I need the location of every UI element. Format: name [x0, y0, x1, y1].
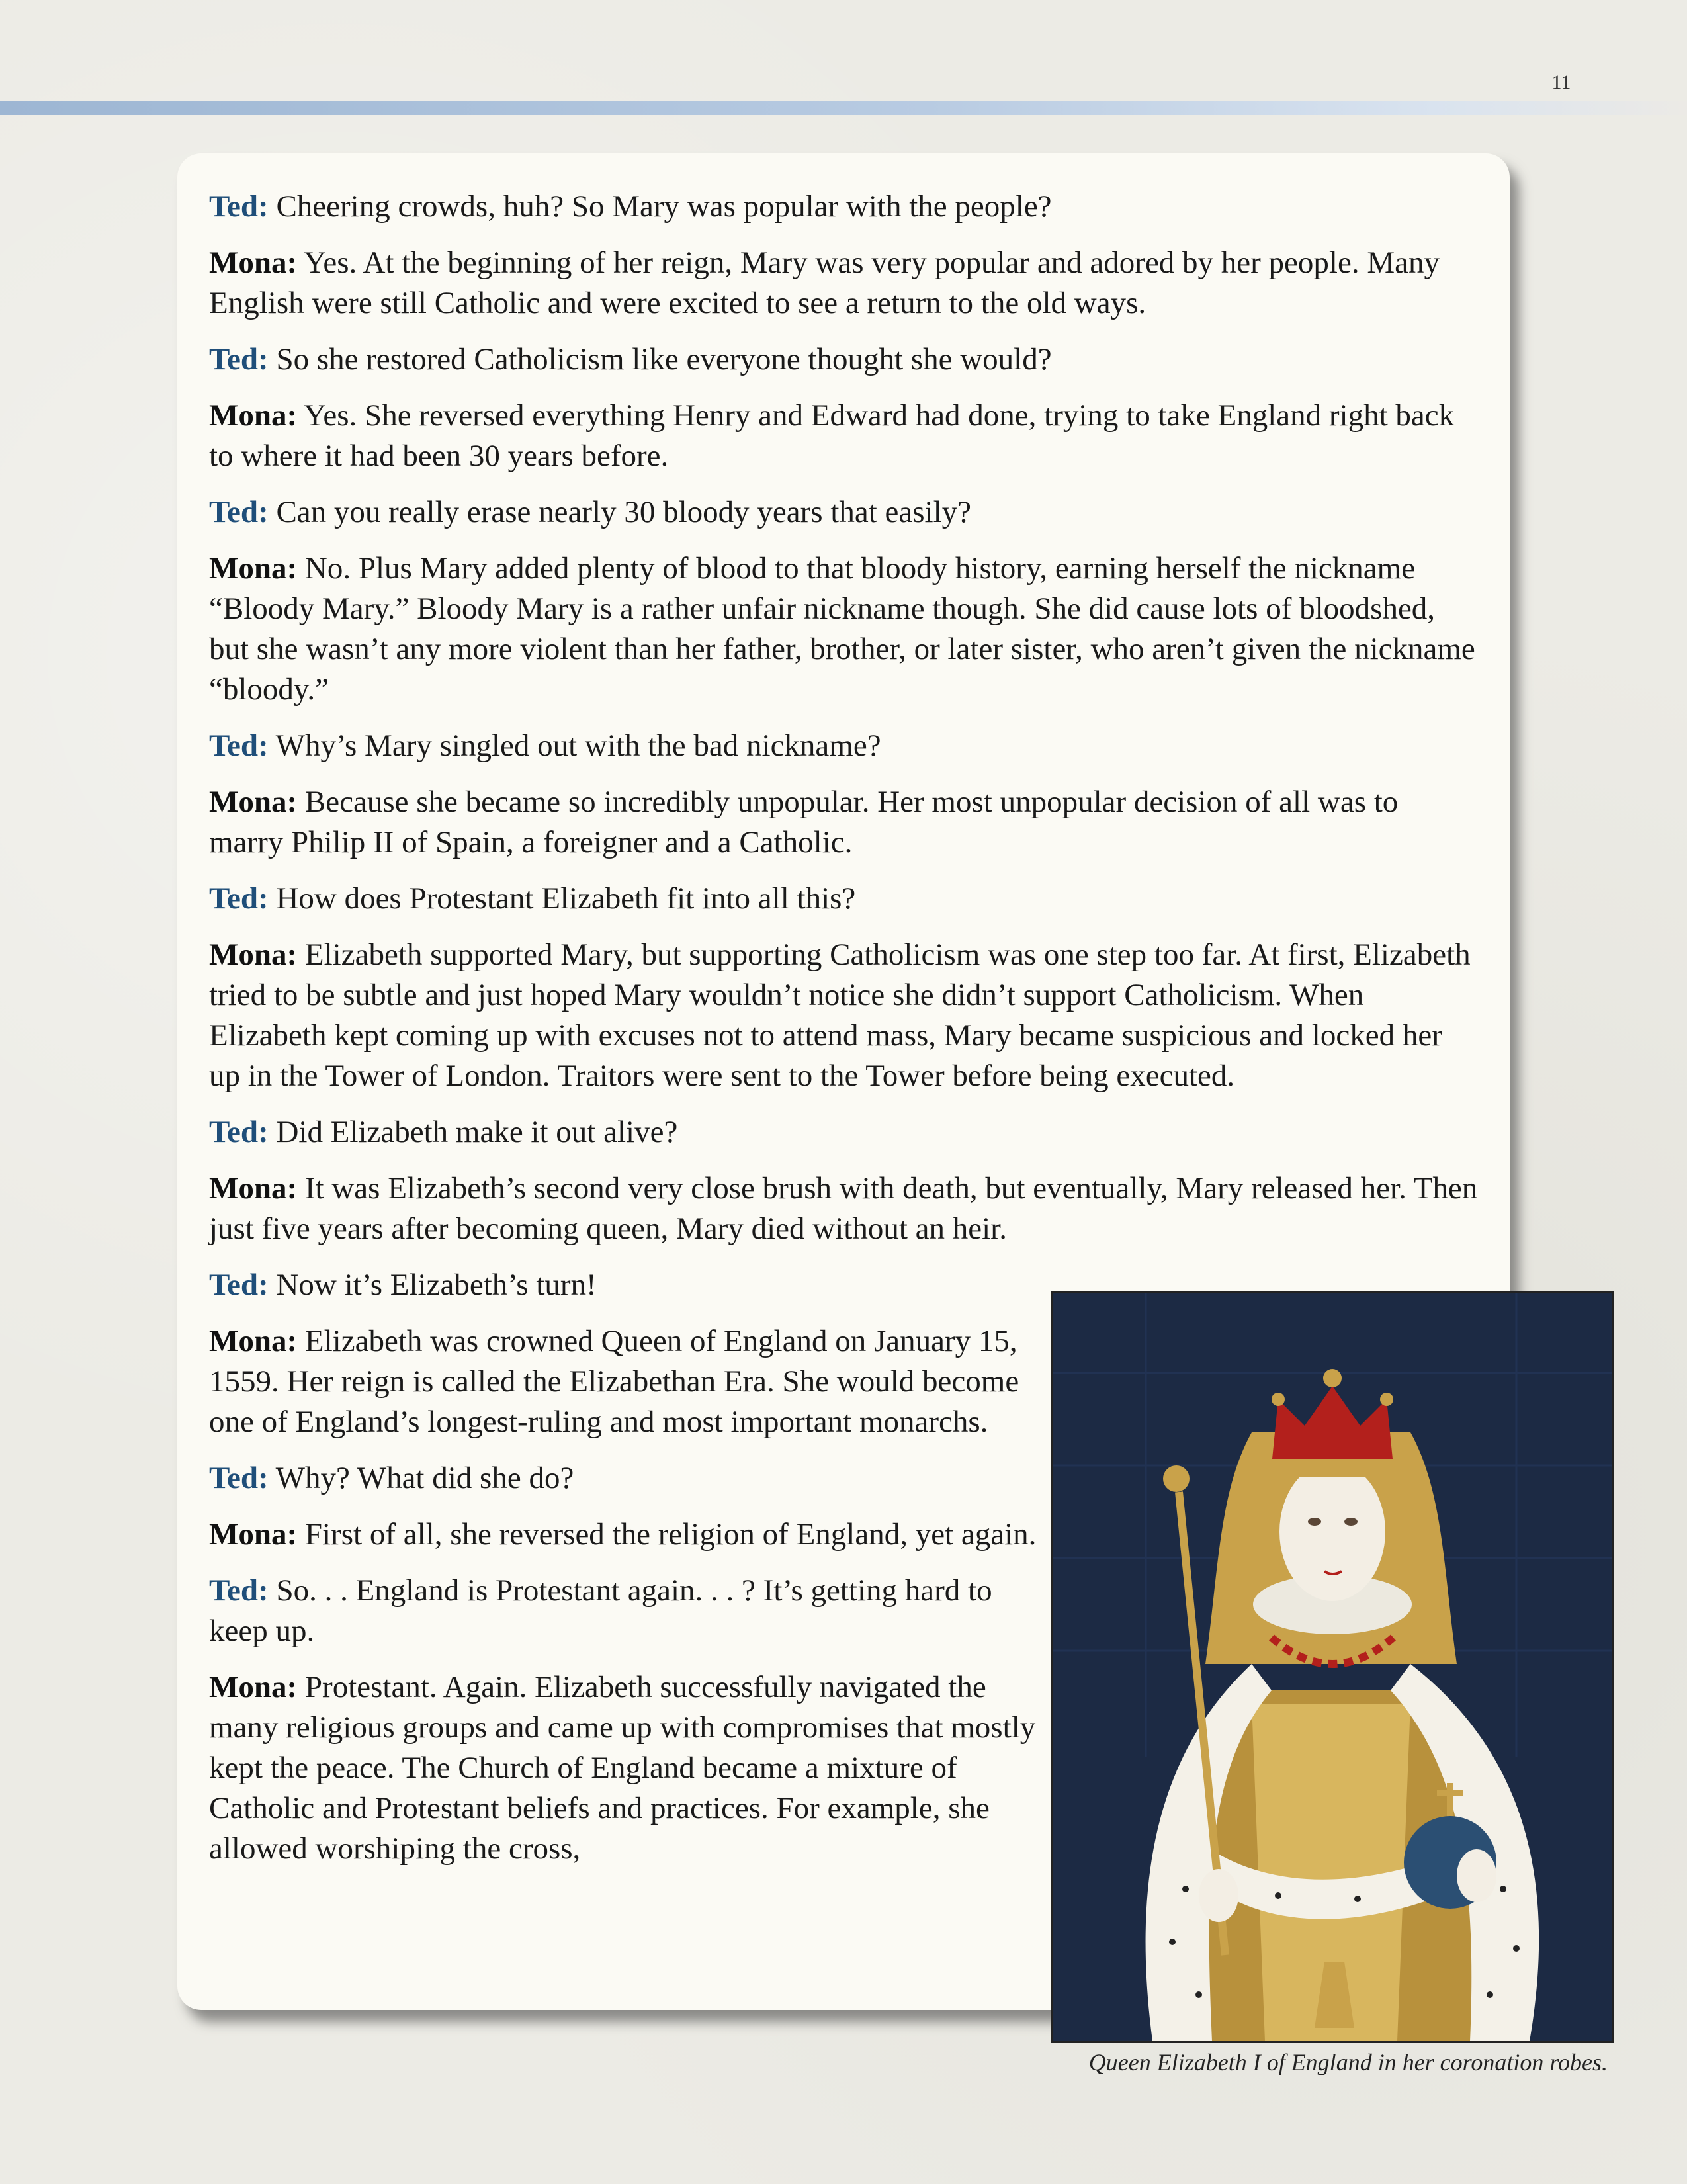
line-text: Because she became so incredibly unpopular. Her most unpopular decision of all was to marry Philip II of Spain, a foreigner and a Catholic. [209, 785, 1399, 859]
speaker-label: Ted: [209, 495, 269, 529]
speaker-label: Ted: [209, 1461, 269, 1495]
line-text: Why’s Mary singled out with the bad nickname? [268, 728, 881, 763]
dialogue-line [209, 879, 1479, 919]
speaker-label: Mona: [209, 785, 298, 819]
line-text: Yes. At the beginning of her reign, Mary was very popular and adored by her people. Many English were still Catholic and were excited to see a return to the old ways. [209, 245, 1440, 320]
dialogue-line [209, 1265, 1043, 1305]
speaker-label: Ted: [209, 189, 269, 224]
figure-caption: Queen Elizabeth I of England in her coronation robes. [1088, 2049, 1608, 2075]
dialogue-line [209, 726, 1479, 766]
dialogue-line [209, 1514, 1043, 1555]
line-text: Elizabeth was crowned Queen of England on January 15, 1559. Her reign is called the Elizabethan Era. She would become one of England’s longest-ruling and most important monarchs. [209, 1324, 1019, 1439]
line-text: So she restored Catholicism like everyone thought she would? [268, 342, 1052, 376]
line-text: How does Protestant Elizabeth fit into all this? [268, 881, 856, 916]
dialogue-line [209, 1112, 1479, 1153]
dialogue-line [209, 396, 1479, 476]
speaker-label: Mona: [209, 1670, 298, 1704]
speaker-label: Ted: [209, 1115, 269, 1149]
dialogue-line [209, 187, 1479, 227]
dialogue-line [209, 548, 1479, 710]
dialogue-line [209, 492, 1479, 533]
header-rule [0, 101, 1687, 115]
speaker-label: Ted: [209, 728, 269, 763]
line-text: No. Plus Mary added plenty of blood to that bloody history, earning herself the nickname “Bloody Mary.” Bloody Mary is a rather unfair nickname though. She did cause lots of bloodshed, but she wasn’t any more violent than her father, brother, or later sister, who aren’t given the nickname “bloody.” [209, 551, 1475, 707]
dialogue-line [209, 243, 1479, 324]
speaker-label: Mona: [209, 1171, 298, 1205]
line-text: Cheering crowds, huh? So Mary was popular with the people? [268, 189, 1052, 224]
speaker-label: Mona: [209, 245, 298, 280]
line-text: Protestant. Again. Elizabeth successfully navigated the many religious groups and came up with compromises that mostly kept the peace. The Church of England became a mixture of Catholic and Protestant beliefs and practices. For example, she allowed worshiping the cross, [209, 1670, 1036, 1866]
speaker-label: Mona: [209, 398, 298, 433]
speaker-label: Ted: [209, 1573, 269, 1608]
line-text: Elizabeth supported Mary, but supporting Catholicism was one step too far. At first, Elizabeth tried to be subtle and just hoped Mary wouldn’t notice she didn’t support Catholicism. When Elizabeth kept coming up with excuses not to attend mass, Mary became suspicious and locked her up in the Tower of London. Traitors were sent to the Tower before being executed. [209, 938, 1471, 1093]
portrait-illustration [1053, 1293, 1612, 2041]
line-text: Why? What did she do? [268, 1461, 574, 1495]
speaker-label: Mona: [209, 1517, 298, 1551]
dialogue-line [209, 935, 1479, 1096]
dialogue-line [209, 1168, 1479, 1249]
speaker-label: Mona: [209, 938, 298, 972]
line-text: It was Elizabeth’s second very close brush with death, but eventually, Mary released her. Then just five years after becoming queen, Mary died without an heir. [209, 1171, 1478, 1246]
line-text: Can you really erase nearly 30 bloody years that easily? [268, 495, 972, 529]
speaker-label: Ted: [209, 342, 269, 376]
dialogue-line [209, 1321, 1043, 1442]
dialogue-line [209, 1458, 1043, 1499]
dialogue-line [209, 1571, 1043, 1651]
dialogue-line [209, 339, 1479, 380]
line-text: Yes. She reversed everything Henry and Edward had done, trying to take England right back to where it had been 30 years before. [209, 398, 1455, 473]
line-text: Now it’s Elizabeth’s turn! [268, 1268, 597, 1302]
page-number: 11 [1551, 71, 1571, 93]
dialogue-line [209, 782, 1479, 863]
speaker-label: Ted: [209, 881, 269, 916]
line-text: Did Elizabeth make it out alive? [268, 1115, 678, 1149]
dialogue-line [209, 1667, 1043, 1869]
line-text: So. . . England is Protestant again. . . ? It’s getting hard to keep up. [209, 1573, 992, 1648]
speaker-label: Mona: [209, 1324, 298, 1358]
speaker-label: Mona: [209, 551, 298, 586]
line-text: First of all, she reversed the religion of England, yet again. [297, 1517, 1037, 1551]
speaker-label: Ted: [209, 1268, 269, 1302]
queen-elizabeth-portrait [1051, 1291, 1614, 2043]
